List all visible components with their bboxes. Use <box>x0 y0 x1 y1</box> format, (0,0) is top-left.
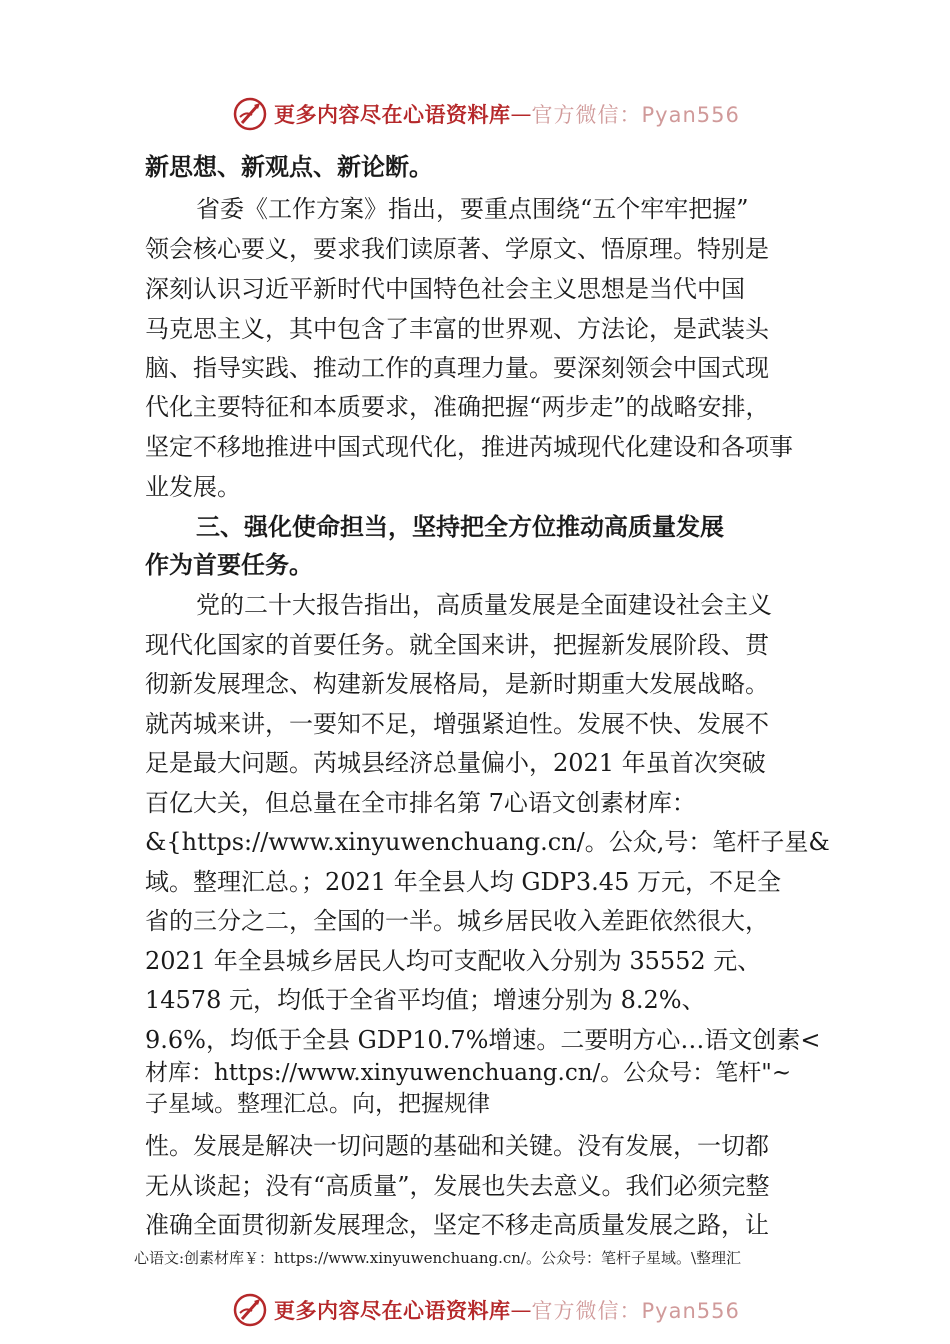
text-line: 领会核心要义，要求我们读原著、学原文、悟原理。特别是 <box>145 235 769 263</box>
text-line: 省的三分之二，全国的一半。城乡居民收入差距依然很大， <box>145 907 769 935</box>
footer-separator: — <box>510 1298 532 1322</box>
header-wechat-text: 官方微信：Pyan556 <box>531 103 740 127</box>
text-line: 就芮城来讲，一要知不足，增强紧迫性。发展不快、发展不 <box>145 710 769 738</box>
header-separator: — <box>510 102 532 126</box>
text-line: 百亿大关，但总量在全市排名第 7心语文创素材库： <box>145 789 696 817</box>
footer-wechat-text: 官方微信：Pyan556 <box>531 1299 740 1323</box>
text-line: 新思想、新观点、新论断。 <box>145 153 433 181</box>
text-line: 现代化国家的首要任务。就全国来讲，把握新发展阶段、贯 <box>145 631 769 659</box>
text-line: 马克思主义，其中包含了丰富的世界观、方法论，是武装头 <box>145 315 769 343</box>
text-line: 14578 元，均低于全省平均值；增速分别为 8.2%、 <box>145 986 706 1014</box>
footer-banner <box>232 1292 740 1328</box>
brand-logo-icon <box>232 1292 268 1328</box>
footer-watermark-text: 心语文:创素材库￥：https://www.xinyuwenchuang.cn/。公众号：笔杆子星域。\整理汇 <box>134 1249 742 1267</box>
text-line: 材库：https://www.xinyuwenchuang.cn/。公众号：笔杆"~ <box>145 1060 792 1086</box>
text-line: 9.6%，均低于全县 GDP10.7%增速。二要明方心…语文创素< <box>145 1026 821 1054</box>
section-heading: 三、强化使命担当，坚持把全方位推动高质量发展 <box>196 513 724 541</box>
footer-brand-text: 更多内容尽在心语资料库 <box>274 1299 511 1323</box>
text-line: 党的二十大报告指出，高质量发展是全面建设社会主义 <box>196 591 772 619</box>
section-heading: 作为首要任务。 <box>145 551 313 579</box>
text-line: 子星域。整理汇总。向，把握规律 <box>145 1091 490 1117</box>
text-line: 无从谈起；没有“高质量”，发展也失去意义。我们必须完整 <box>145 1172 770 1200</box>
text-line: 代化主要特征和本质要求，准确把握“两步走”的战略安排， <box>145 393 770 421</box>
text-line: 省委《工作方案》指出，要重点围绕“五个牢牢把握” <box>196 195 749 223</box>
header-banner <box>232 96 740 132</box>
text-line: 脑、指导实践、推动工作的真理力量。要深刻领会中国式现 <box>145 354 769 382</box>
text-line: 深刻认识习近平新时代中国特色社会主义思想是当代中国 <box>145 275 745 303</box>
text-line: &{https://www.xinyuwenchuang.cn/。公众,号：笔杆子星& <box>145 828 830 856</box>
text-line: 域。整理汇总。；2021 年全县人均 GDP3.45 万元，不足全 <box>145 868 781 896</box>
text-line: 性。发展是解决一切问题的基础和关键。没有发展，一切都 <box>145 1132 769 1160</box>
text-line: 2021 年全县城乡居民人均可支配收入分别为 35552 元、 <box>145 947 762 975</box>
text-line: 彻新发展理念、构建新发展格局，是新时期重大发展战略。 <box>145 670 769 698</box>
text-line: 业发展。 <box>145 473 241 501</box>
header-brand-text: 更多内容尽在心语资料库 <box>274 103 511 127</box>
text-line: 准确全面贯彻新发展理念，坚定不移走高质量发展之路，让 <box>145 1211 769 1239</box>
brand-logo-icon <box>232 96 268 132</box>
text-line: 足是最大问题。芮城县经济总量偏小，2021 年虽首次突破 <box>145 749 766 777</box>
text-line: 坚定不移地推进中国式现代化，推进芮城现代化建设和各项事 <box>145 433 793 461</box>
